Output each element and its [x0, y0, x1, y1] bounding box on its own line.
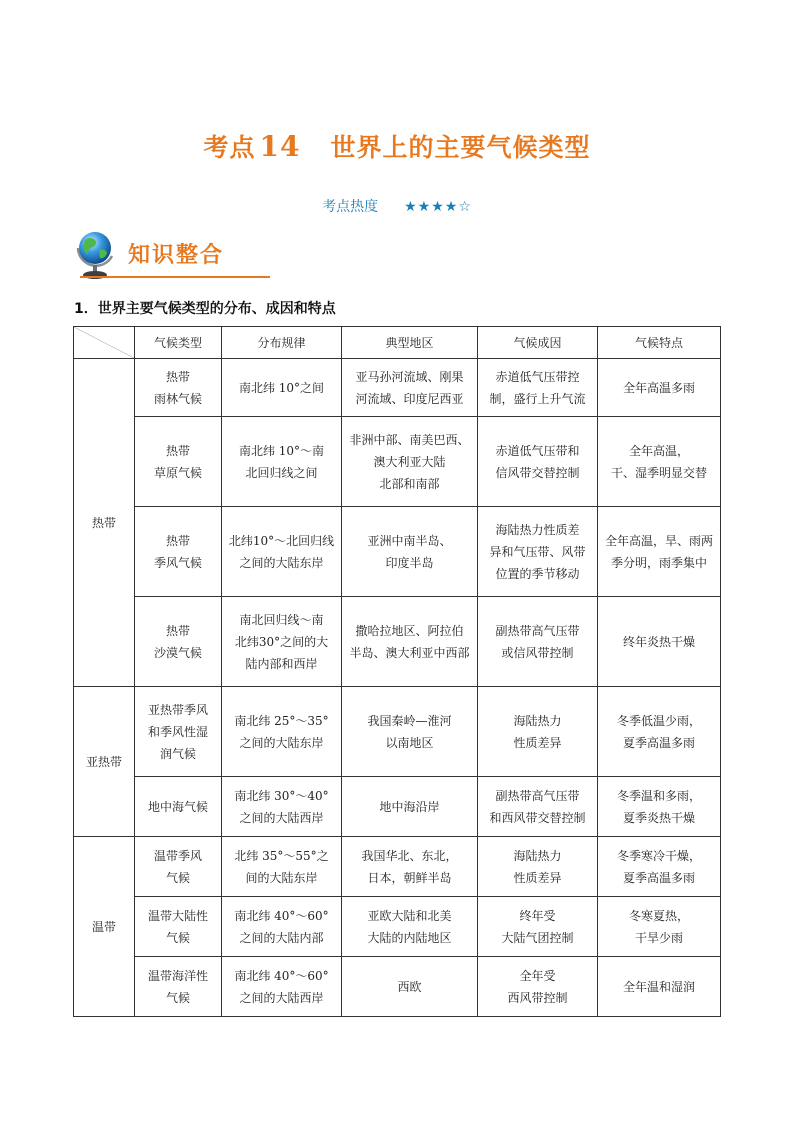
climate-type-cell-line: 季风气候 — [153, 555, 202, 570]
distribution-cell-line: 之间的大陆西岸 — [239, 990, 324, 1005]
distribution-cell — [222, 777, 342, 837]
feature-cell-line: 全年高温，旱、雨两 — [604, 533, 713, 548]
feature-cell — [598, 837, 721, 897]
climate-type-cell-line: 气候 — [165, 990, 190, 1005]
climate-type-cell — [135, 687, 222, 777]
climate-type-cell — [135, 957, 222, 1017]
feature-cell-line: 冬季温和多雨， — [616, 788, 701, 803]
cause-cell-line: 性质差异 — [513, 735, 562, 750]
region-cell-line: 地中海沿岸 — [379, 799, 440, 814]
feature-cell — [598, 597, 721, 687]
climate-type-cell-line: 热带 — [165, 369, 190, 384]
zone-cell: 亚热带 — [74, 687, 135, 837]
climate-type-cell — [135, 417, 222, 507]
feature-cell — [598, 507, 721, 597]
climate-type-cell — [135, 597, 222, 687]
distribution-cell-line: 之间的大陆东岸 — [239, 555, 324, 570]
climate-type-cell-line: 地中海气候 — [147, 799, 208, 814]
diagonal-header-cell — [74, 327, 135, 359]
climate-type-cell-line: 温带海洋性 — [147, 968, 208, 983]
feature-cell — [598, 777, 721, 837]
distribution-cell — [222, 837, 342, 897]
title-prefix: 考点 — [203, 133, 256, 162]
distribution-cell — [222, 417, 342, 507]
table-row — [74, 359, 721, 417]
cause-cell-line: 海陆热力 — [513, 713, 562, 728]
feature-cell — [598, 359, 721, 417]
feature-cell-line: 全年高温多雨 — [622, 380, 695, 395]
page-title — [0, 128, 794, 164]
heat-rating — [0, 196, 794, 216]
distribution-cell — [222, 597, 342, 687]
distribution-cell-line: 北纬 35°～55°之 — [234, 848, 329, 863]
cause-cell — [478, 687, 598, 777]
region-cell — [342, 417, 478, 507]
table-row — [74, 417, 721, 507]
header-climate-type: 气候类型 — [135, 327, 222, 359]
region-cell-line: 非洲中部、南美巴西、 — [349, 432, 470, 447]
section-heading: 1．世界主要气候类型的分布、成因和特点 — [74, 301, 336, 317]
table-header-row — [74, 327, 721, 359]
feature-cell — [598, 417, 721, 507]
climate-type-cell-line: 和季风性湿 — [147, 724, 208, 739]
cause-cell — [478, 507, 598, 597]
climate-type-cell-line: 热带 — [165, 443, 190, 458]
climate-type-cell-line: 温带季风 — [153, 848, 202, 863]
cause-cell-line: 大陆气团控制 — [501, 930, 574, 945]
region-cell-line: 我国秦岭—淮河 — [367, 713, 452, 728]
header-typical-region: 典型地区 — [342, 327, 478, 359]
region-cell — [342, 359, 478, 417]
table-row — [74, 777, 721, 837]
zone-cell: 热带 — [74, 359, 135, 687]
distribution-cell-line: 之间的大陆西岸 — [239, 810, 324, 825]
climate-table — [73, 326, 721, 1017]
region-cell-line: 亚洲中南半岛、 — [367, 533, 452, 548]
region-cell-line: 北部和南部 — [379, 476, 440, 491]
climate-table-body — [74, 359, 721, 1017]
table-row — [74, 957, 721, 1017]
heat-label: 考点热度 — [322, 199, 379, 215]
distribution-cell — [222, 359, 342, 417]
knowledge-banner — [72, 226, 267, 282]
region-cell-line: 印度半岛 — [385, 555, 434, 570]
climate-type-cell-line: 亚热带季风 — [147, 702, 208, 717]
cause-cell-line: 海陆热力 — [513, 848, 562, 863]
climate-type-cell — [135, 897, 222, 957]
cause-cell — [478, 897, 598, 957]
distribution-cell-line: 南北回归线～南 — [239, 612, 324, 627]
distribution-cell — [222, 687, 342, 777]
feature-cell — [598, 957, 721, 1017]
table-row — [74, 507, 721, 597]
distribution-cell-line: 陆内部和西岸 — [245, 656, 318, 671]
region-cell — [342, 837, 478, 897]
table-row — [74, 837, 721, 897]
cause-cell-line: 海陆热力性质差 — [495, 522, 580, 537]
feature-cell-line: 干旱少雨 — [634, 930, 683, 945]
table-row — [74, 597, 721, 687]
region-cell-line: 大陆的内陆地区 — [367, 930, 452, 945]
distribution-cell-line: 北纬30°之间的大 — [234, 634, 329, 649]
feature-cell-line: 冬季寒冷干燥， — [616, 848, 701, 863]
distribution-cell-line: 南北纬 25°～35° — [234, 713, 329, 728]
header-cause: 气候成因 — [478, 327, 598, 359]
cause-cell-line: 性质差异 — [513, 870, 562, 885]
feature-cell-line: 全年温和湿润 — [622, 979, 695, 994]
climate-type-cell — [135, 359, 222, 417]
cause-cell-line: 或信风带控制 — [501, 645, 574, 660]
cause-cell — [478, 957, 598, 1017]
climate-type-cell-line: 气候 — [165, 930, 190, 945]
title-number: 14 — [259, 130, 301, 163]
climate-type-cell — [135, 837, 222, 897]
banner-title: 知识整合 — [128, 243, 225, 268]
cause-cell-line: 制，盛行上升气流 — [489, 391, 586, 406]
region-cell-line: 以南地区 — [385, 735, 434, 750]
climate-type-cell — [135, 777, 222, 837]
title-main: 世界上的主要气候类型 — [330, 133, 591, 162]
distribution-cell-line: 南北纬 30°～40° — [234, 788, 329, 803]
distribution-cell-line: 南北纬 10°～南 — [238, 443, 325, 458]
cause-cell-line: 赤道低气压带和 — [495, 443, 580, 458]
feature-cell — [598, 897, 721, 957]
feature-cell-line: 季分明，雨季集中 — [610, 555, 707, 570]
cause-cell-line: 和西风带交替控制 — [489, 810, 586, 825]
cause-cell-line: 副热带高气压带 — [495, 788, 580, 803]
header-distribution: 分布规律 — [222, 327, 342, 359]
cause-cell-line: 西风带控制 — [507, 990, 568, 1005]
globe-icon — [72, 226, 120, 280]
region-cell-line: 日本，朝鲜半岛 — [367, 870, 452, 885]
climate-type-cell-line: 沙漠气候 — [153, 645, 202, 660]
region-cell-line: 亚欧大陆和北美 — [367, 908, 452, 923]
region-cell — [342, 957, 478, 1017]
header-feature: 气候特点 — [598, 327, 721, 359]
distribution-cell-line: 间的大陆东岸 — [245, 870, 318, 885]
distribution-cell-line: 之间的大陆内部 — [239, 930, 324, 945]
zone-cell: 温带 — [74, 837, 135, 1017]
distribution-cell-line: 北回归线之间 — [245, 465, 318, 480]
climate-type-cell-line: 润气候 — [159, 746, 196, 761]
cause-cell — [478, 597, 598, 687]
distribution-cell — [222, 897, 342, 957]
region-cell — [342, 897, 478, 957]
distribution-cell-line: 北纬10°～北回归线 — [228, 533, 335, 548]
region-cell — [342, 777, 478, 837]
region-cell-line: 半岛、澳大利亚中西部 — [349, 645, 470, 660]
distribution-cell — [222, 507, 342, 597]
cause-cell-line: 终年受 — [519, 908, 556, 923]
climate-type-cell-line: 温带大陆性 — [147, 908, 208, 923]
climate-type-cell-line: 热带 — [165, 533, 190, 548]
climate-type-cell-line: 气候 — [165, 870, 190, 885]
cause-cell-line: 全年受 — [519, 968, 556, 983]
feature-cell-line: 全年高温， — [628, 443, 689, 458]
distribution-cell-line: 南北纬 40°～60° — [234, 968, 329, 983]
banner-underline — [80, 276, 270, 278]
cause-cell-line: 赤道低气压带控 — [495, 369, 580, 384]
distribution-cell-line: 南北纬 10°之间 — [238, 380, 325, 395]
climate-type-cell — [135, 507, 222, 597]
climate-type-cell-line: 热带 — [165, 623, 190, 638]
feature-cell-line: 夏季高温多雨 — [622, 735, 695, 750]
cause-cell — [478, 837, 598, 897]
cause-cell-line: 位置的季节移动 — [495, 566, 580, 581]
region-cell — [342, 507, 478, 597]
region-cell-line: 澳大利亚大陆 — [373, 454, 446, 469]
cause-cell — [478, 777, 598, 837]
feature-cell-line: 冬寒夏热， — [628, 908, 689, 923]
climate-type-cell-line: 雨林气候 — [153, 391, 202, 406]
cause-cell-line: 副热带高气压带 — [495, 623, 580, 638]
cause-cell — [478, 417, 598, 507]
cause-cell-line: 信风带交替控制 — [495, 465, 580, 480]
climate-type-cell-line: 草原气候 — [153, 465, 202, 480]
region-cell — [342, 597, 478, 687]
region-cell-line: 我国华北、东北， — [361, 848, 458, 863]
feature-cell-line: 冬季低温少雨， — [616, 713, 701, 728]
distribution-cell — [222, 957, 342, 1017]
region-cell-line: 河流域、印度尼西亚 — [355, 391, 464, 406]
distribution-cell-line: 之间的大陆东岸 — [239, 735, 324, 750]
table-row — [74, 687, 721, 777]
table-row — [74, 897, 721, 957]
feature-cell-line: 终年炎热干燥 — [622, 634, 695, 649]
feature-cell-line: 夏季炎热干燥 — [622, 810, 695, 825]
region-cell-line: 西欧 — [397, 979, 422, 994]
heat-stars: ★★★★☆ — [404, 199, 472, 215]
distribution-cell-line: 南北纬 40°～60° — [234, 908, 329, 923]
region-cell-line: 撒哈拉地区、阿拉伯 — [355, 623, 464, 638]
feature-cell-line: 夏季高温多雨 — [622, 870, 695, 885]
cause-cell-line: 异和气压带、风带 — [489, 544, 586, 559]
feature-cell — [598, 687, 721, 777]
feature-cell-line: 干、湿季明显交替 — [610, 465, 707, 480]
region-cell-line: 亚马孙河流域、刚果 — [355, 369, 464, 384]
region-cell — [342, 687, 478, 777]
cause-cell — [478, 359, 598, 417]
